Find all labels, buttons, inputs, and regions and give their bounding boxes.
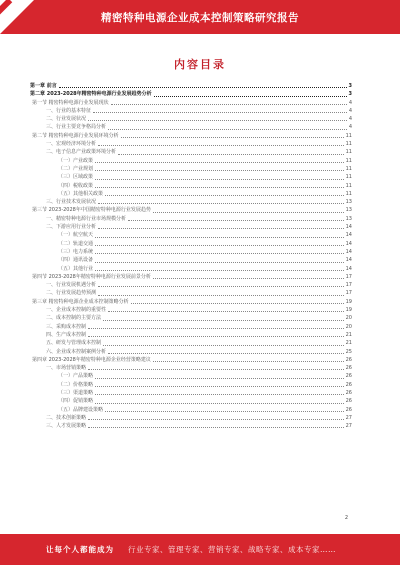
toc-entry[interactable] xyxy=(30,422,352,430)
toc-leader-dots xyxy=(108,353,344,354)
toc-leader-dots xyxy=(131,303,344,304)
toc-entry-page: 17 xyxy=(345,273,352,280)
toc-entry-page: 26 xyxy=(345,381,352,388)
toc-entry-text: 二、成本控制的主要方法 xyxy=(46,315,102,322)
toc-entry-text: （三）电力系统 xyxy=(58,248,94,255)
toc-entry-text: （一）产业政策 xyxy=(58,157,94,164)
toc-entry[interactable] xyxy=(30,157,352,165)
toc-entry[interactable] xyxy=(30,281,352,289)
toc-leader-dots xyxy=(95,179,344,180)
toc-entry[interactable] xyxy=(30,339,352,347)
toc-entry-page: 4 xyxy=(348,107,352,114)
toc-entry-page: 13 xyxy=(345,207,352,214)
toc-entry-text: （四）通讯设备 xyxy=(58,257,94,264)
toc-entry[interactable] xyxy=(30,273,352,281)
toc-entry-page: 14 xyxy=(345,257,352,264)
toc-leader-dots xyxy=(95,245,344,246)
toc-leader-dots xyxy=(59,87,347,88)
toc-entry-page: 27 xyxy=(345,423,352,430)
toc-entry[interactable] xyxy=(30,115,352,123)
toc-entry-text: 三、行业主要竞争格局分析 xyxy=(46,124,107,131)
toc-entry[interactable] xyxy=(30,165,352,173)
toc-entry[interactable] xyxy=(30,265,352,273)
toc-entry-text: （三）区域政策 xyxy=(58,174,94,181)
toc-entry[interactable] xyxy=(30,314,352,322)
toc-entry-text: （二）产业规划 xyxy=(58,165,94,172)
toc-entry-text: （五）其他相关政策 xyxy=(58,190,104,197)
toc-entry[interactable] xyxy=(30,364,352,372)
toc-entry-page: 26 xyxy=(345,356,352,363)
table-of-contents xyxy=(30,82,352,430)
toc-entry-page: 21 xyxy=(345,331,352,338)
toc-leader-dots xyxy=(108,129,347,130)
toc-leader-dots xyxy=(153,361,344,362)
toc-entry-text: 二、行业发展趋势预测 xyxy=(46,290,97,297)
toc-entry[interactable] xyxy=(30,107,352,115)
toc-entry-page: 11 xyxy=(345,190,352,197)
toc-entry-text: 五、研发与管理成本控制 xyxy=(46,340,102,347)
toc-entry[interactable] xyxy=(30,90,352,98)
header-banner xyxy=(0,0,400,34)
toc-leader-dots xyxy=(95,262,344,263)
toc-leader-dots xyxy=(153,278,344,279)
toc-entry[interactable] xyxy=(30,82,352,90)
toc-leader-dots xyxy=(154,96,347,97)
toc-leader-dots xyxy=(108,311,344,312)
toc-entry-page: 17 xyxy=(345,290,352,297)
toc-entry-page: 14 xyxy=(345,232,352,239)
toc-entry[interactable] xyxy=(30,190,352,198)
toc-leader-dots xyxy=(88,427,344,428)
toc-leader-dots xyxy=(105,195,344,196)
toc-leader-dots xyxy=(121,137,344,138)
toc-entry-page: 26 xyxy=(345,406,352,413)
toc-entry[interactable] xyxy=(30,173,352,181)
toc-entry[interactable] xyxy=(30,223,352,231)
toc-entry-page: 26 xyxy=(345,365,352,372)
toc-entry[interactable] xyxy=(30,240,352,248)
toc-entry-text: 三、采购成本控制 xyxy=(46,323,87,330)
toc-leader-dots xyxy=(88,369,344,370)
toc-leader-dots xyxy=(88,336,344,337)
toc-entry-page: 27 xyxy=(345,414,352,421)
toc-entry-text: 一、企业成本控制的重要性 xyxy=(46,307,107,314)
toc-entry-text: 第一节 精密特种电源行业发展现状 xyxy=(32,99,109,106)
toc-entry-text: 六、企业成本控制案例分析 xyxy=(46,348,107,355)
toc-entry[interactable] xyxy=(30,148,352,156)
toc-entry-text: （四）促销策略 xyxy=(58,398,94,405)
toc-entry[interactable] xyxy=(30,348,352,356)
toc-entry-page: 3 xyxy=(348,83,352,89)
toc-entry-text: 一、行业发展机遇分析 xyxy=(46,282,97,289)
toc-entry-page: 11 xyxy=(345,182,352,189)
toc-entry-page: 14 xyxy=(345,224,352,231)
toc-entry-text: 第三章 精密特种电源企业成本控制策略分析 xyxy=(32,298,129,305)
toc-entry[interactable] xyxy=(30,256,352,264)
toc-entry-page: 4 xyxy=(348,99,352,106)
toc-entry-page: 4 xyxy=(348,124,352,131)
toc-entry[interactable] xyxy=(30,406,352,414)
toc-entry[interactable] xyxy=(30,182,352,190)
toc-leader-dots xyxy=(98,295,344,296)
toc-entry-text: 一、市场营销策略 xyxy=(46,365,87,372)
toc-entry-text: 第三节 2023-2028年中国精密特种电源行业发展趋势 xyxy=(32,207,151,214)
toc-entry-text: 一、宏观经济环境分析 xyxy=(46,141,97,148)
toc-entry[interactable] xyxy=(30,132,352,140)
toc-entry-page: 19 xyxy=(345,307,352,314)
toc-entry-page: 11 xyxy=(345,132,352,139)
toc-entry[interactable] xyxy=(30,414,352,422)
toc-entry[interactable] xyxy=(30,99,352,107)
toc-entry[interactable] xyxy=(30,198,352,206)
footer-banner xyxy=(0,534,400,565)
toc-leader-dots xyxy=(95,162,344,163)
toc-entry-page: 17 xyxy=(345,282,352,289)
toc-entry-text: 二、技术创新策略 xyxy=(46,414,87,421)
toc-leader-dots xyxy=(95,253,344,254)
toc-entry-text: 二、电子信息产业政策环境分析 xyxy=(46,149,117,156)
toc-leader-dots xyxy=(95,386,344,387)
toc-leader-dots xyxy=(88,328,344,329)
toc-entry[interactable] xyxy=(30,397,352,405)
toc-entry[interactable] xyxy=(30,289,352,297)
toc-leader-dots xyxy=(98,228,344,229)
toc-entry-text: （二）价格策略 xyxy=(58,381,94,388)
toc-leader-dots xyxy=(95,170,344,171)
toc-entry-text: （二）轨道交通 xyxy=(58,240,94,247)
toc-entry[interactable] xyxy=(30,372,352,380)
toc-entry-text: 第二节 精密特种电源行业发展环境分析 xyxy=(32,132,119,139)
toc-leader-dots xyxy=(98,286,344,287)
toc-leader-dots xyxy=(88,419,344,420)
toc-entry-text: 三、人才发展策略 xyxy=(46,423,87,430)
toc-leader-dots xyxy=(88,120,347,121)
toc-entry-page: 25 xyxy=(345,348,352,355)
toc-entry-page: 21 xyxy=(345,340,352,347)
toc-leader-dots xyxy=(95,394,344,395)
toc-entry-page: 11 xyxy=(345,149,352,156)
toc-entry-text: 第四章 2023-2028年精密特种电源企业经营策略建议 xyxy=(32,356,151,363)
toc-entry-text: （一）航空航天 xyxy=(58,232,94,239)
toc-leader-dots xyxy=(93,112,347,113)
toc-entry-page: 3 xyxy=(348,91,352,98)
toc-entry-text: （五）品牌建设策略 xyxy=(58,406,104,413)
toc-leader-dots xyxy=(118,154,344,155)
toc-leader-dots xyxy=(111,104,347,105)
toc-leader-dots xyxy=(153,212,344,213)
footer-slogan: 让每个人都能成为 xyxy=(46,545,114,554)
toc-entry-text: 第四节 2023-2028年精密特种电源行业发展前景分析 xyxy=(32,273,151,280)
page-number: 2 xyxy=(344,515,348,521)
toc-entry-text: （一）产品策略 xyxy=(58,373,94,380)
toc-heading: 内容目录 xyxy=(174,58,226,71)
toc-entry[interactable] xyxy=(30,215,352,223)
toc-entry-page: 14 xyxy=(345,248,352,255)
toc-entry[interactable] xyxy=(30,123,352,131)
toc-leader-dots xyxy=(98,145,344,146)
toc-leader-dots xyxy=(95,403,344,404)
toc-entry[interactable] xyxy=(30,323,352,331)
toc-entry-page: 13 xyxy=(345,215,352,222)
toc-entry-page: 11 xyxy=(345,165,352,172)
toc-entry-text: 二、行业发展状况 xyxy=(46,116,87,123)
toc-entry[interactable] xyxy=(30,231,352,239)
footer-roles: 行业专家、管理专家、营销专家、战略专家、成本专家…… xyxy=(128,545,336,554)
toc-leader-dots xyxy=(103,345,344,346)
toc-leader-dots xyxy=(103,320,344,321)
toc-entry-page: 4 xyxy=(348,116,352,123)
toc-entry-text: （四）税收政策 xyxy=(58,182,94,189)
toc-entry-text: 二、下游应用行业分析 xyxy=(46,224,97,231)
toc-entry-text: 第二章 2023-2028年精密特种电源行业发展趋势分析 xyxy=(30,91,152,98)
toc-leader-dots xyxy=(95,237,344,238)
toc-entry-page: 20 xyxy=(345,323,352,330)
toc-entry-text: 一、精密特种电源行业市场规模分析 xyxy=(46,215,127,222)
toc-entry-page: 11 xyxy=(345,141,352,148)
toc-leader-dots xyxy=(95,270,344,271)
toc-entry-page: 13 xyxy=(345,199,352,206)
toc-entry[interactable] xyxy=(30,389,352,397)
toc-entry[interactable] xyxy=(30,140,352,148)
toc-entry-text: 一、行业的基本特征 xyxy=(46,107,92,114)
toc-entry-page: 14 xyxy=(345,265,352,272)
document-title: 精密特种电源企业成本控制策略研究报告 xyxy=(101,12,299,24)
toc-entry[interactable] xyxy=(30,381,352,389)
toc-entry[interactable] xyxy=(30,331,352,339)
toc-entry-page: 11 xyxy=(345,157,352,164)
toc-leader-dots xyxy=(105,411,344,412)
toc-entry-text: （三）渠道策略 xyxy=(58,389,94,396)
toc-entry-page: 26 xyxy=(345,373,352,380)
toc-entry-text: （五）其他行业 xyxy=(58,265,94,272)
toc-leader-dots xyxy=(95,187,344,188)
toc-entry[interactable] xyxy=(30,356,352,364)
toc-entry-page: 14 xyxy=(345,240,352,247)
toc-entry-text: 四、生产成本控制 xyxy=(46,331,87,338)
toc-entry-text: 三、行业技术发展状况 xyxy=(46,199,97,206)
toc-entry[interactable] xyxy=(30,298,352,306)
toc-leader-dots xyxy=(98,203,344,204)
toc-entry[interactable] xyxy=(30,306,352,314)
toc-entry[interactable] xyxy=(30,248,352,256)
toc-entry-page: 26 xyxy=(345,398,352,405)
toc-leader-dots xyxy=(95,378,344,379)
toc-leader-dots xyxy=(128,220,344,221)
toc-entry-page: 11 xyxy=(345,174,352,181)
toc-entry-page: 19 xyxy=(345,298,352,305)
toc-entry[interactable] xyxy=(30,206,352,214)
toc-entry-page: 26 xyxy=(345,389,352,396)
toc-entry-text: 第一章 前言 xyxy=(30,83,57,89)
toc-entry-page: 20 xyxy=(345,315,352,322)
